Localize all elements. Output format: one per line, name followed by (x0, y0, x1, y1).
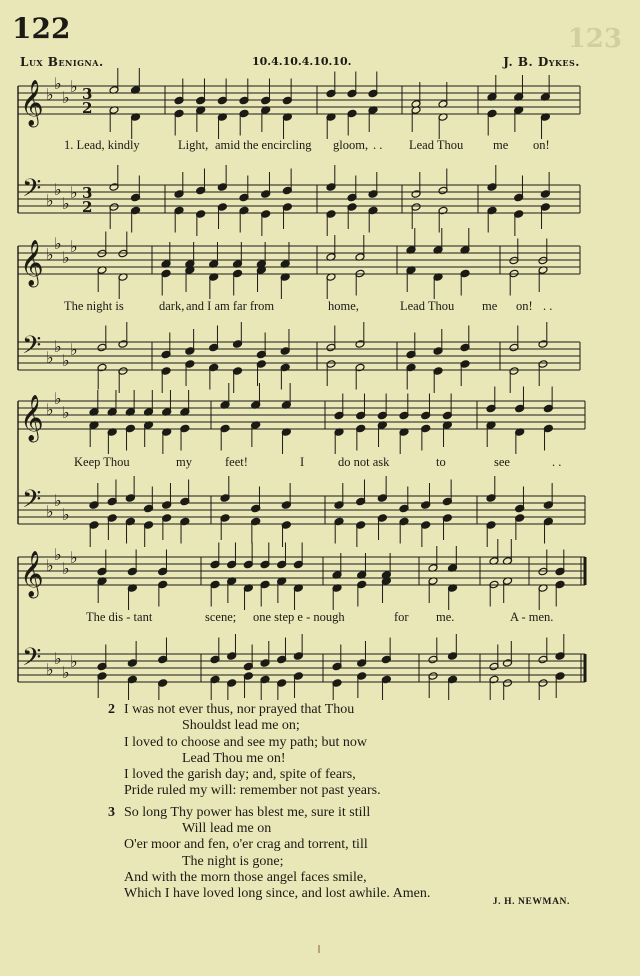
verse-line: I loved to choose and see my path; but now (124, 734, 368, 750)
lyric: and I am far from (186, 299, 275, 313)
lyrics-line-2 (0, 299, 640, 317)
verse-2 (108, 702, 584, 800)
lyric: me (482, 299, 498, 313)
verse-line: Lead Thou me on! (182, 750, 286, 766)
treble-clef-icon: 𝄞 (20, 240, 44, 286)
lyric: dark, (159, 299, 185, 313)
time-signature: 2 (82, 99, 93, 117)
bass-clef-icon: 𝄢 (22, 174, 42, 209)
meter: 10.4.10.4.10.10. (252, 55, 352, 68)
lyric: gloom, (333, 138, 369, 152)
lyric: Keep Thou (74, 455, 130, 469)
bass-clef-icon: 𝄢 (22, 643, 42, 678)
lyrics-line-1 (0, 138, 640, 156)
flat-sign-icon: ♭ (54, 337, 62, 356)
lyrics-line-3 (0, 455, 640, 473)
lyric: home, (328, 299, 359, 313)
lyric: I (300, 455, 305, 469)
page-mark (318, 945, 320, 953)
hymn-number: 122 (12, 12, 71, 45)
author-credit: J. H. NEWMAN. (492, 897, 570, 907)
lyric: . . (552, 455, 562, 469)
flat-sign-icon: ♭ (62, 248, 70, 267)
verse-line: The night is gone; (182, 853, 284, 869)
flat-sign-icon: ♭ (54, 180, 62, 199)
flat-sign-icon: ♭ (70, 652, 78, 671)
flat-sign-icon: ♭ (62, 559, 70, 578)
lyric: my (176, 455, 192, 469)
verse-line: I was not ever thus, nor prayed that Thou (124, 702, 355, 717)
flat-sign-icon: ♭ (46, 348, 54, 367)
lyric: A - men. (510, 610, 554, 624)
show-through-page-number: 123 (567, 24, 622, 54)
flat-sign-icon: ♭ (54, 389, 62, 408)
flat-sign-icon: ♭ (62, 403, 70, 422)
verse-line: I loved the garish day; and, spite of fears, (124, 767, 356, 783)
lyric: on! (516, 299, 533, 313)
verse-3 (108, 804, 584, 903)
lyric: to (436, 455, 446, 469)
flat-sign-icon: ♭ (62, 351, 70, 370)
flat-sign-icon: ♭ (46, 556, 54, 575)
verse-number: 2 (108, 702, 115, 717)
composer: J. B. Dykes. (503, 55, 580, 69)
lyrics-line-4 (0, 610, 640, 628)
treble-clef-icon: 𝄞 (20, 551, 44, 597)
flat-sign-icon: ♭ (54, 649, 62, 668)
lyric: me. (436, 610, 455, 624)
verse-line: Which I have loved long since, and lost awhile. Amen. (124, 886, 431, 902)
bass-clef-icon: 𝄢 (22, 485, 42, 520)
treble-clef-icon: 𝄞 (20, 395, 44, 441)
flat-sign-icon: ♭ (62, 663, 70, 682)
lyric: for (394, 610, 409, 624)
lyric: feet! (225, 455, 248, 469)
lyric: me (493, 138, 509, 152)
additional-verses (108, 702, 584, 903)
tune-name: Lux Benigna. (20, 55, 104, 69)
lyric: The dis - tant (86, 610, 153, 624)
flat-sign-icon: ♭ (62, 88, 70, 107)
verse-line: Pride ruled my will: remember not past years. (124, 783, 381, 799)
verse-line: So long Thy power has blest me, sure it still (124, 804, 371, 820)
verse-line: Will lead me on (182, 821, 272, 837)
flat-sign-icon: ♭ (46, 400, 54, 419)
verse-line: O'er moor and fen, o'er crag and torrent, till (124, 837, 368, 853)
lyric: Lead Thou (400, 299, 455, 313)
flat-sign-icon: ♭ (46, 660, 54, 679)
lyric: Light, (178, 138, 209, 152)
lyric: The night is (64, 299, 124, 313)
lyric: on! (533, 138, 550, 152)
lyric: . . (373, 138, 383, 152)
flat-sign-icon: ♭ (70, 340, 78, 359)
flat-sign-icon: ♭ (54, 491, 62, 510)
flat-sign-icon: ♭ (46, 502, 54, 521)
lyric: one step e - nough (253, 610, 345, 624)
flat-sign-icon: ♭ (46, 191, 54, 210)
lyric: amid the encircling (215, 138, 312, 152)
flat-sign-icon: ♭ (70, 548, 78, 567)
flat-sign-icon: ♭ (62, 194, 70, 213)
lyric: . . (543, 299, 553, 313)
time-signature: 3 (82, 184, 93, 202)
flat-sign-icon: ♭ (46, 245, 54, 264)
time-signature: 2 (82, 198, 93, 216)
lyric: 1. Lead, kindly (64, 138, 140, 152)
flat-sign-icon: ♭ (62, 505, 70, 524)
treble-clef-icon: 𝄞 (20, 80, 44, 126)
verse-line: Shouldst lead me on; (182, 718, 300, 734)
flat-sign-icon: ♭ (46, 85, 54, 104)
flat-sign-icon: ♭ (70, 183, 78, 202)
verse-line: And with the morn those angel faces smile, (124, 869, 367, 885)
flat-sign-icon: ♭ (54, 74, 62, 93)
verse-number: 3 (108, 804, 115, 820)
flat-sign-icon: ♭ (54, 234, 62, 253)
lyric: scene; (205, 610, 237, 624)
flat-sign-icon: ♭ (54, 545, 62, 564)
time-signature: 3 (82, 85, 93, 103)
flat-sign-icon: ♭ (70, 237, 78, 256)
lyric: Lead Thou (409, 138, 464, 152)
lyric: see (494, 455, 510, 469)
bass-clef-icon: 𝄢 (22, 331, 42, 366)
lyric: do not ask (338, 455, 390, 469)
flat-sign-icon: ♭ (70, 77, 78, 96)
